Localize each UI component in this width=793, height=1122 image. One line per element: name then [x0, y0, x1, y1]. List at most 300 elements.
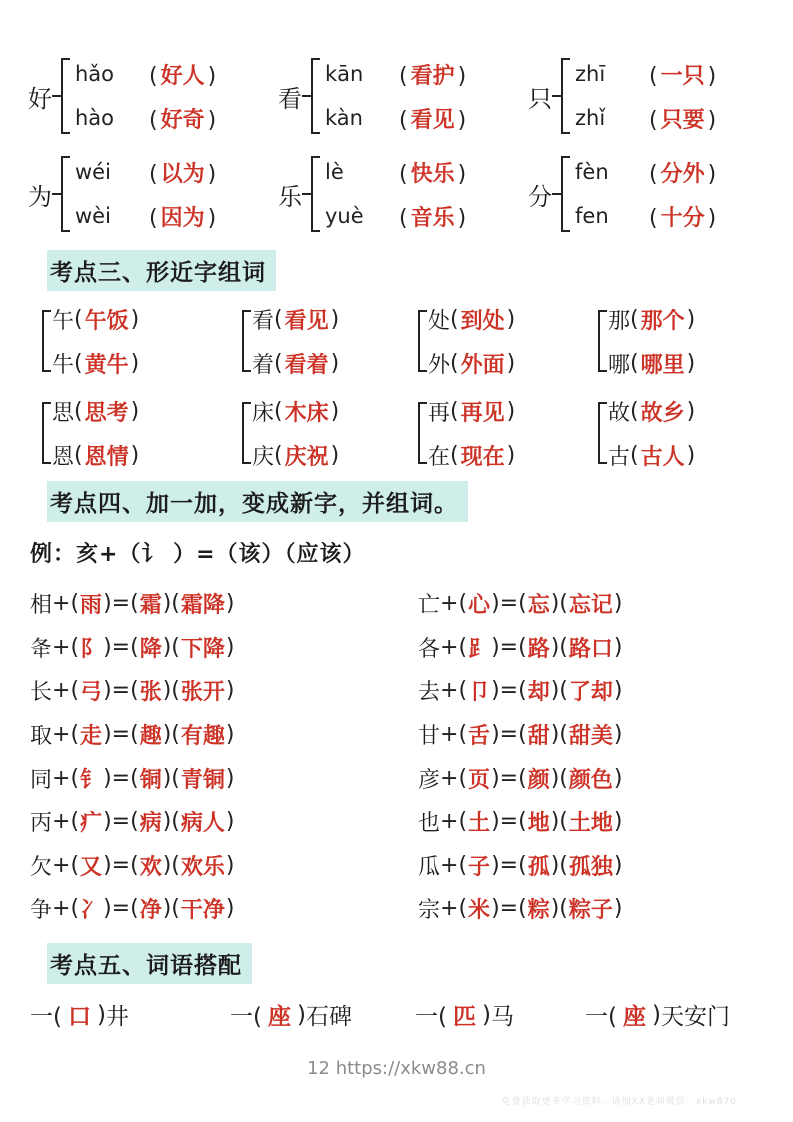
polyphone-entry [528, 50, 770, 142]
pair-rows [428, 300, 515, 382]
open-paren: ( [70, 722, 80, 748]
open-paren: ( [458, 765, 468, 791]
close-paren: ) [613, 896, 623, 922]
add-component-row [30, 756, 235, 800]
base-character: 午 [52, 308, 75, 334]
plus-sign: + [52, 591, 71, 617]
close-paren: ) [613, 591, 623, 617]
measure-word: 座 [622, 1004, 646, 1030]
answer-word: 古人 [640, 444, 685, 470]
add-component-left-column [30, 582, 235, 931]
close-paren: ) [613, 722, 623, 748]
close-paren: ) [130, 306, 140, 332]
add-component-row [418, 844, 623, 888]
pair-row [52, 436, 139, 474]
answer-word: 粽子 [568, 898, 613, 924]
base-character: 古 [608, 444, 631, 470]
close-paren: ) [491, 809, 500, 835]
add-component-row [30, 669, 235, 713]
open-paren: ( [171, 896, 180, 922]
close-paren: ) [506, 442, 516, 468]
open-paren: ( [70, 809, 80, 835]
open-paren: ( [559, 852, 568, 878]
answer-word: 下降 [180, 636, 225, 662]
close-paren: ) [103, 852, 112, 878]
open-paren: ( [70, 896, 80, 922]
open-paren: ( [630, 398, 639, 424]
pair-row [608, 392, 695, 430]
pair-row [252, 344, 339, 382]
close-paren: ) [457, 63, 467, 89]
character-pair [418, 392, 598, 474]
equals-sign: = [499, 722, 519, 748]
example-word [149, 103, 216, 134]
plus-sign: + [440, 678, 459, 704]
answer-word: 午饭 [84, 308, 129, 334]
plus-sign: + [440, 896, 459, 922]
base-character: 外 [428, 352, 451, 378]
open-paren: ( [171, 591, 180, 617]
base-character: 长 [30, 680, 53, 706]
close-paren: ) [330, 442, 340, 468]
base-character: 好 [28, 84, 52, 113]
answer-word: 那个 [640, 308, 685, 334]
bracket [61, 58, 70, 134]
close-paren: ) [162, 722, 172, 748]
connector-dash [52, 193, 61, 195]
close-paren: ) [225, 634, 235, 660]
base-character: 也 [418, 811, 441, 837]
bracket [311, 58, 320, 134]
bracket [598, 310, 607, 372]
example-word [399, 103, 466, 134]
result-character: 孤 [527, 854, 550, 880]
one-open-paren: 一( [30, 1004, 62, 1030]
pair-row [608, 436, 695, 474]
equals-sign: = [111, 591, 131, 617]
section3-title: 考点三、形近字组词 [47, 250, 276, 291]
open-paren: ( [74, 442, 83, 468]
pinyin: hào [75, 106, 115, 130]
base-character: 庆 [252, 444, 275, 470]
base-character: 宗 [418, 898, 441, 924]
result-character: 张 [139, 680, 162, 706]
add-component-row [418, 713, 623, 757]
close-paren: ) [491, 678, 500, 704]
base-character: 乐 [278, 182, 302, 211]
component-radical: 又 [80, 854, 103, 880]
close-paren: ) [103, 896, 112, 922]
plus-sign: + [52, 678, 71, 704]
close-paren: ) [506, 306, 516, 332]
open-paren: ( [450, 442, 459, 468]
open-paren: ( [518, 809, 527, 835]
section5-title: 考点五、词语搭配 [47, 943, 252, 984]
open-paren: ( [458, 591, 468, 617]
open-paren: ( [171, 765, 180, 791]
close-paren: ) [130, 350, 140, 376]
base-character: 各 [418, 636, 441, 662]
pinyin: wéi [75, 160, 111, 184]
plus-sign: + [52, 852, 71, 878]
open-paren: ( [171, 678, 180, 704]
base-character: 着 [252, 352, 275, 378]
open-paren: ( [274, 398, 283, 424]
close-paren: ) [103, 765, 112, 791]
open-paren: ( [130, 765, 139, 791]
open-paren: ( [458, 678, 468, 704]
close-paren: ) [686, 350, 696, 376]
open-paren: ( [559, 722, 568, 748]
base-character: 牛 [52, 352, 75, 378]
close-paren: ) [130, 398, 140, 424]
open-paren: ( [130, 634, 139, 660]
close-paren: ) [550, 809, 560, 835]
readings [75, 148, 216, 240]
answer-word: 了却 [568, 680, 613, 706]
base-character: 甘 [418, 724, 441, 750]
open-paren: ( [171, 852, 180, 878]
open-paren: ( [458, 634, 468, 660]
pair-row [428, 300, 515, 338]
close-paren: ) [613, 852, 623, 878]
answer-word: 庆祝 [284, 444, 329, 470]
connector-dash [52, 95, 61, 97]
equals-sign: = [111, 809, 131, 835]
open-paren: ( [559, 678, 568, 704]
reading-row [325, 151, 466, 193]
base-character: 欠 [30, 854, 53, 880]
component-radical: 雨 [80, 593, 103, 619]
polyphone-entry [278, 148, 528, 240]
answer-word: 哪里 [640, 352, 685, 378]
answer-word: 木床 [284, 400, 329, 426]
bracket [42, 310, 51, 372]
section4-title: 考点四、加一加，变成新字，并组词。 [47, 481, 468, 522]
base-character: 夅 [30, 636, 53, 662]
close-paren: ) [103, 809, 112, 835]
plus-sign: + [52, 896, 71, 922]
reading-row [575, 195, 716, 237]
bracket [561, 156, 570, 232]
result-character: 病 [139, 811, 162, 837]
close-paren: ) [296, 1001, 306, 1028]
open-paren: ( [274, 306, 283, 332]
result-character: 却 [527, 680, 550, 706]
pair-row [428, 344, 515, 382]
open-paren: ( [149, 161, 158, 187]
one-open-paren: 一( [415, 1004, 447, 1030]
close-paren: ) [162, 896, 172, 922]
open-paren: ( [649, 161, 658, 187]
base-character: 处 [428, 308, 451, 334]
readings [325, 50, 466, 142]
open-paren: ( [518, 722, 527, 748]
reading-row [75, 151, 216, 193]
pinyin: kān [325, 62, 364, 86]
answer-word: 再见 [460, 400, 505, 426]
close-paren: ) [491, 634, 500, 660]
answer-word: 张开 [180, 680, 225, 706]
close-paren: ) [103, 591, 112, 617]
answer-word: 音乐 [410, 205, 455, 231]
base-character: 看 [252, 308, 275, 334]
base-character: 同 [30, 767, 53, 793]
answer-word: 故乡 [640, 400, 685, 426]
example-word [399, 59, 466, 90]
plus-sign: + [440, 852, 459, 878]
one-open-paren: 一( [585, 1004, 617, 1030]
pair-rows [252, 392, 339, 474]
open-paren: ( [518, 678, 527, 704]
bracket [311, 156, 320, 232]
answer-word: 甜美 [568, 724, 613, 750]
pair-row [252, 300, 339, 338]
answer-word: 颜色 [568, 767, 613, 793]
answer-word: 忘记 [568, 593, 613, 619]
character-pair [242, 300, 418, 382]
reading-row [325, 53, 466, 95]
open-paren: ( [559, 634, 568, 660]
close-paren: ) [207, 107, 217, 133]
add-component-row [418, 626, 623, 670]
pair-row [252, 392, 339, 430]
equals-sign: = [499, 678, 519, 704]
open-paren: ( [74, 398, 83, 424]
close-paren: ) [707, 63, 717, 89]
readings [575, 148, 716, 240]
close-paren: ) [550, 896, 560, 922]
close-paren: ) [686, 306, 696, 332]
character-pair [598, 392, 772, 474]
open-paren: ( [399, 107, 408, 133]
close-paren: ) [491, 896, 500, 922]
character-pair [42, 392, 242, 474]
open-paren: ( [274, 350, 283, 376]
answer-word: 恩情 [84, 444, 129, 470]
base-character: 只 [528, 84, 552, 113]
bracket [242, 402, 251, 464]
answer-word: 路口 [568, 636, 613, 662]
open-paren: ( [518, 591, 527, 617]
add-component-row [30, 844, 235, 888]
base-character: 分 [528, 182, 552, 211]
close-paren: ) [162, 678, 172, 704]
close-paren: ) [491, 722, 500, 748]
one-open-paren: 一( [230, 1004, 262, 1030]
pair-rows [52, 392, 139, 474]
open-paren: ( [130, 896, 139, 922]
open-paren: ( [458, 896, 468, 922]
close-paren: ) [506, 398, 516, 424]
add-component-row [30, 887, 235, 931]
component-radical: 走 [80, 724, 103, 750]
watermark-text: 免费获取更多学习资料，请加XX老师微信：xkw870 [501, 1097, 737, 1107]
pinyin: kàn [325, 106, 363, 130]
base-character: 恩 [52, 444, 75, 470]
close-paren: ) [651, 1001, 661, 1028]
reading-row [75, 97, 216, 139]
close-paren: ) [457, 161, 467, 187]
open-paren: ( [458, 809, 468, 835]
add-component-right-column [418, 582, 623, 931]
close-paren: ) [550, 634, 560, 660]
base-character: 取 [30, 724, 53, 750]
equals-sign: = [499, 765, 519, 791]
pair-row [52, 300, 139, 338]
add-component-row [418, 756, 623, 800]
open-paren: ( [518, 634, 527, 660]
close-paren: ) [491, 852, 500, 878]
pair-row [608, 344, 695, 382]
measure-word-item [30, 998, 230, 1031]
measure-word-item [585, 998, 730, 1031]
example-word [149, 201, 216, 232]
open-paren: ( [70, 678, 80, 704]
similar-characters-section [42, 300, 772, 474]
pinyin: hǎo [75, 62, 115, 86]
answer-word: 孤独 [568, 854, 613, 880]
answer-word: 看见 [284, 308, 329, 334]
open-paren: ( [649, 63, 658, 89]
close-paren: ) [506, 350, 516, 376]
reading-row [325, 195, 466, 237]
open-paren: ( [559, 896, 568, 922]
answer-word: 因为 [160, 205, 205, 231]
close-paren: ) [613, 678, 623, 704]
example-word [149, 157, 216, 188]
base-character: 相 [30, 593, 53, 619]
add-component-row [418, 669, 623, 713]
add-component-row [30, 582, 235, 626]
character-pair [242, 392, 418, 474]
polyphone-entry [28, 148, 278, 240]
example-word [399, 157, 466, 188]
close-paren: ) [225, 591, 235, 617]
result-character: 粽 [527, 898, 550, 924]
answer-word: 看见 [410, 107, 455, 133]
component-radical: 米 [468, 898, 491, 924]
base-character: 彦 [418, 767, 441, 793]
open-paren: ( [130, 722, 139, 748]
close-paren: ) [162, 809, 172, 835]
open-paren: ( [74, 350, 83, 376]
character-pair [598, 300, 772, 382]
noun: 井 [105, 1004, 129, 1030]
example-word [149, 59, 216, 90]
result-character: 欢 [139, 854, 162, 880]
close-paren: ) [207, 63, 217, 89]
open-paren: ( [70, 634, 80, 660]
polyphone-entry [278, 50, 528, 142]
close-paren: ) [550, 722, 560, 748]
character-pair [42, 300, 242, 382]
result-character: 甜 [527, 724, 550, 750]
component-radical: 心 [468, 593, 491, 619]
measure-word: 座 [267, 1004, 291, 1030]
component-radical: 冫 [80, 898, 103, 924]
component-radical: 土 [468, 811, 491, 837]
bracket [242, 310, 251, 372]
base-character: 故 [608, 400, 631, 426]
add-component-row [418, 887, 623, 931]
close-paren: ) [225, 722, 235, 748]
connector-dash [302, 193, 311, 195]
open-paren: ( [274, 442, 283, 468]
pair-rows [428, 392, 515, 474]
add-component-row [30, 713, 235, 757]
noun: 天安门 [660, 1004, 730, 1030]
answer-word: 以为 [160, 161, 205, 187]
equals-sign: = [111, 765, 131, 791]
component-radical: 弓 [80, 680, 103, 706]
open-paren: ( [70, 591, 80, 617]
close-paren: ) [550, 591, 560, 617]
close-paren: ) [225, 852, 235, 878]
answer-word: 青铜 [180, 767, 225, 793]
close-paren: ) [207, 205, 217, 231]
pinyin: wèi [75, 204, 111, 228]
result-character: 忘 [527, 593, 550, 619]
readings [575, 50, 716, 142]
plus-sign: + [52, 765, 71, 791]
close-paren: ) [613, 765, 623, 791]
open-paren: ( [130, 852, 139, 878]
close-paren: ) [96, 1001, 106, 1028]
pinyin: zhī [575, 62, 606, 86]
result-character: 霜 [139, 593, 162, 619]
answer-word: 干净 [180, 898, 225, 924]
open-paren: ( [149, 107, 158, 133]
open-paren: ( [399, 161, 408, 187]
result-character: 颜 [527, 767, 550, 793]
base-character: 为 [28, 182, 52, 211]
base-character: 床 [252, 400, 275, 426]
measure-word: 口 [67, 1004, 91, 1030]
example-word [649, 201, 716, 232]
result-character: 趣 [139, 724, 162, 750]
answer-word: 病人 [180, 811, 225, 837]
open-paren: ( [649, 205, 658, 231]
pair-row [428, 436, 515, 474]
close-paren: ) [550, 852, 560, 878]
reading-row [575, 97, 716, 139]
close-paren: ) [491, 591, 500, 617]
pinyin: yuè [325, 204, 364, 228]
open-paren: ( [450, 306, 459, 332]
equals-sign: = [499, 852, 519, 878]
plus-sign: + [440, 722, 459, 748]
answer-word: 外面 [460, 352, 505, 378]
close-paren: ) [225, 765, 235, 791]
close-paren: ) [330, 306, 340, 332]
answer-word: 分外 [660, 161, 705, 187]
pair-row [252, 436, 339, 474]
example-word [649, 103, 716, 134]
reading-row [575, 53, 716, 95]
result-character: 铜 [139, 767, 162, 793]
add-component-row [30, 800, 235, 844]
pair-row [52, 392, 139, 430]
base-character: 亡 [418, 593, 441, 619]
noun: 石碑 [305, 1004, 352, 1030]
open-paren: ( [171, 722, 180, 748]
equals-sign: = [499, 634, 519, 660]
open-paren: ( [559, 591, 568, 617]
open-paren: ( [171, 634, 180, 660]
answer-word: 欢乐 [180, 854, 225, 880]
bracket [418, 402, 427, 464]
